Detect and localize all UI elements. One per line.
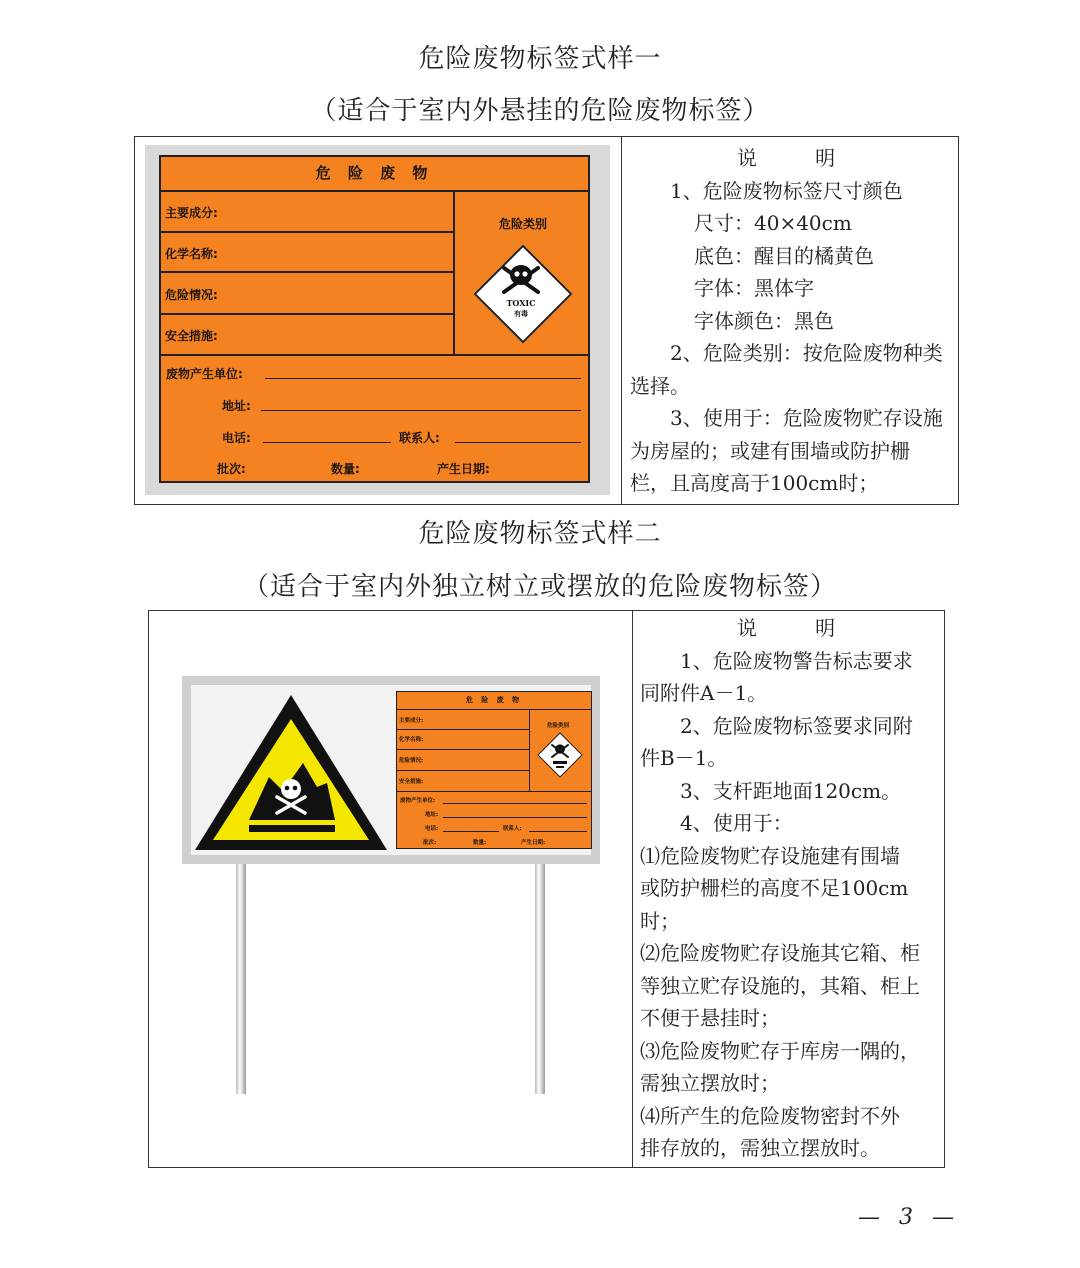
toxic-text-cn: 有毒 [514, 310, 528, 318]
contact-line [455, 442, 581, 443]
notes-2-line: ⑷所产生的危险废物密封不外 [640, 1103, 900, 1128]
notes-1-line: 栏，且高度高于100cm时； [630, 471, 879, 495]
notes-1-line: 字体：黑体字 [694, 276, 814, 300]
hazardous-waste-label [159, 155, 590, 483]
hazardous-waste-label-small [396, 691, 592, 849]
label-producer: 废物产生单位: [166, 367, 243, 381]
label-main-components: 主要成分: [161, 190, 453, 233]
label-safety-measures: 安全措施: [161, 315, 588, 356]
notes-1-title: 说 明 [736, 146, 842, 170]
notes-2-line: 2、危险废物标签要求同附 [680, 713, 913, 738]
notes-2-line: 不便于悬挂时； [640, 1006, 780, 1030]
notes-2-line: 时； [640, 908, 680, 933]
label-phone: 电话: [222, 431, 251, 445]
small-label-safety-measures: 安全措施: [397, 771, 591, 792]
standing-sign [182, 676, 600, 864]
small-phone-line [443, 831, 499, 832]
notes-1-line: 字体颜色：黑色 [694, 308, 834, 333]
page-number: — 3 — [858, 1205, 960, 1230]
hazard-warning-triangle-icon [191, 685, 391, 855]
notes-1-line: 1、危险废物标签尺寸颜色 [670, 178, 903, 203]
label-title: 危 险 废 物 [161, 157, 588, 192]
small-label-date: 产生日期: [521, 840, 546, 846]
small-toxic-diamond-icon [535, 730, 585, 780]
toxic-text: TOXIC [506, 298, 536, 308]
label-hazard-info: 危险情况: [161, 273, 453, 315]
notes-2-line: 4、使用于： [680, 811, 793, 835]
small-label-hazard-info: 危险情况: [397, 750, 529, 771]
small-label-title: 危 险 废 物 [397, 692, 591, 710]
notes-2-line: ⑵危险废物贮存设施其它箱、柜 [640, 941, 920, 965]
notes-1-line: 底色：醒目的橘黄色 [694, 243, 874, 268]
notes-1-line: 3、使用于：危险废物贮存设施 [670, 406, 943, 430]
notes-2-line: 或防护栅栏的高度不足100cm [640, 876, 909, 900]
skull-crossbones-icon [471, 242, 571, 342]
producer-line [265, 378, 581, 379]
notes-2-line: 等独立贮存设施的，其箱、柜上 [640, 973, 920, 998]
heading-style-2: 危险废物标签式样二 [418, 519, 662, 549]
small-producer-line [443, 803, 587, 804]
small-label-address: 地址: [425, 812, 439, 818]
notes-2-line: ⑶危险废物贮存于库房一隅的， [640, 1038, 920, 1063]
subheading-style-2: （适合于室内外独立树立或摆放的危险废物标签） [242, 572, 837, 602]
notes-1-line: 尺寸：40×40cm [694, 211, 852, 235]
notes-2-line: 需独立摆放时； [640, 1071, 780, 1095]
notes-2-line: 同附件A－1。 [640, 681, 768, 705]
label-quantity: 数量: [331, 462, 360, 476]
small-label-phone: 电话: [425, 826, 439, 832]
notes-1 [630, 142, 948, 500]
notes-2-line: 1、危险废物警告标志要求 [680, 648, 913, 673]
label-batch: 批次: [217, 462, 246, 476]
toxic-hazard-diamond [471, 242, 571, 342]
address-line [261, 410, 581, 411]
notes-1-line: 为房屋的；或建有围墙或防护栅 [630, 438, 910, 463]
label-contact: 联系人: [399, 431, 440, 445]
small-label-chemical-name: 化学名称: [397, 730, 529, 750]
phone-line [263, 442, 391, 443]
sign-post-left [236, 862, 246, 1094]
notes-2-line: 件B－1。 [640, 746, 728, 770]
label-chemical-name: 化学名称: [161, 233, 453, 273]
small-label-contact: 联系人: [503, 826, 522, 832]
label-address: 地址: [222, 399, 251, 413]
notes-2-title: 说 明 [736, 616, 842, 640]
small-label-main-components: 主要成分: [397, 709, 529, 730]
subheading-style-1: （适合于室内外悬挂的危险废物标签） [310, 96, 770, 126]
small-label-quantity: 数量: [473, 840, 487, 846]
small-contact-line [529, 831, 587, 832]
heading-style-1: 危险废物标签式样一 [418, 44, 662, 74]
notes-1-line: 选择。 [630, 373, 690, 398]
notes-2 [640, 612, 938, 1165]
label-hazard-class: 危险类别 [499, 217, 548, 231]
sign-panel [191, 685, 591, 855]
sign-post-right [535, 862, 545, 1094]
notes-1-line: 2、危险类别：按危险废物种类 [670, 341, 943, 365]
notes-2-line: ⑴危险废物贮存设施建有围墙 [640, 843, 900, 868]
sample-2-divider [632, 611, 633, 1167]
label-date: 产生日期: [437, 462, 490, 476]
small-label-hazard-class: 危险类别 [547, 723, 570, 729]
small-label-batch: 批次: [423, 840, 437, 846]
small-address-line [443, 817, 587, 818]
small-label-producer: 废物产生单位: [400, 798, 436, 804]
label-sample-1 [145, 145, 610, 495]
notes-2-line: 排存放的，需独立摆放时。 [640, 1136, 880, 1160]
notes-2-line: 3、支杆距地面120cm。 [680, 778, 902, 803]
sample-1-divider [621, 137, 622, 504]
